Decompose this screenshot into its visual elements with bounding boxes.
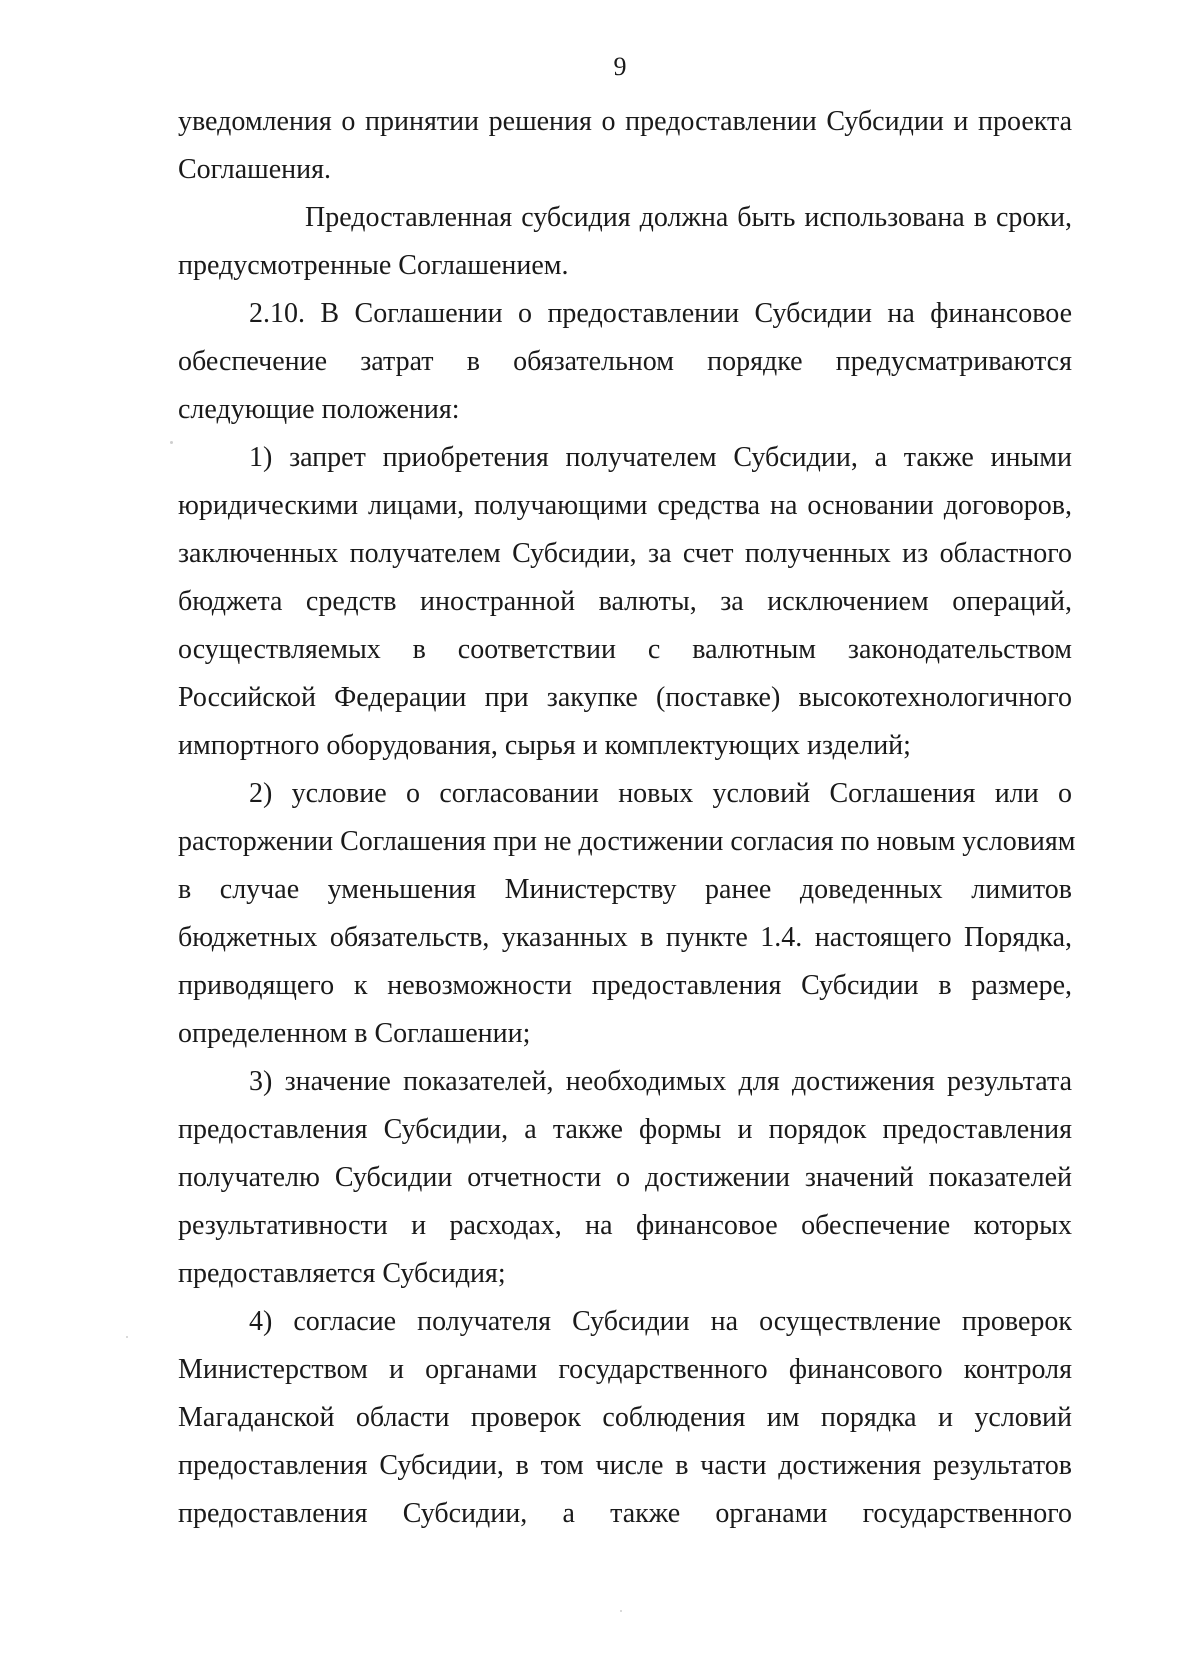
text-line: Российской Федерации при закупке (поставке) высокотехнологичного xyxy=(178,682,1072,713)
page-number: 9 xyxy=(613,52,627,81)
paragraph-subsidy-usage xyxy=(178,194,1072,290)
scan-speck xyxy=(170,441,173,444)
text-line: обеспечение затрат в обязательном порядке предусматриваются xyxy=(178,346,1072,377)
text-line: уведомления о принятии решения о предоставлении Субсидии и проекта xyxy=(178,106,1072,137)
text-line: приводящего к невозможности предоставления Субсидии в размере, xyxy=(178,970,1072,1001)
scan-speck xyxy=(620,1610,622,1612)
text-line: предоставляется Субсидия; xyxy=(178,1258,506,1289)
text-line: 4) согласие получателя Субсидии на осуществление проверок xyxy=(249,1306,1072,1337)
text-line: результативности и расходах, на финансовое обеспечение которых xyxy=(178,1210,1072,1241)
text-line: 2) условие о согласовании новых условий Соглашения или о xyxy=(249,778,1072,809)
text-line: 3) значение показателей, необходимых для достижения результата xyxy=(249,1066,1072,1097)
list-item-4 xyxy=(178,1298,1072,1538)
paragraph-continuation xyxy=(178,98,1072,194)
text-line: следующие положения: xyxy=(178,394,460,425)
document-body xyxy=(178,98,1076,1538)
text-line: юридическими лицами, получающими средства на основании договоров, xyxy=(178,490,1072,521)
list-item-1 xyxy=(178,434,1072,770)
list-item-3 xyxy=(178,1058,1072,1298)
text-line: Министерством и органами государственного финансового контроля xyxy=(178,1354,1072,1385)
text-line: Соглашения. xyxy=(178,154,331,185)
list-item-2 xyxy=(178,770,1076,1058)
scan-speck xyxy=(126,1336,128,1338)
text-line: предусмотренные Соглашением. xyxy=(178,250,569,281)
paragraph-2-10 xyxy=(178,290,1072,434)
text-line: 1) запрет приобретения получателем Субсидии, а также иными xyxy=(249,442,1072,473)
text-line: импортного оборудования, сырья и комплектующих изделий; xyxy=(178,730,911,761)
text-line: предоставления Субсидии, а также формы и порядок предоставления xyxy=(178,1114,1072,1145)
text-line: предоставления Субсидии, в том числе в части достижения результатов xyxy=(178,1450,1072,1481)
text-line: предоставления Субсидии, а также органами государственного xyxy=(178,1498,1072,1529)
text-line: получателю Субсидии отчетности о достижении значений показателей xyxy=(178,1162,1072,1193)
text-line: заключенных получателем Субсидии, за счет полученных из областного xyxy=(178,538,1072,569)
text-line: определенном в Соглашении; xyxy=(178,1018,531,1049)
text-line: Предоставленная субсидия должна быть использована в сроки, xyxy=(305,202,1072,233)
text-line: бюджетных обязательств, указанных в пункте 1.4. настоящего Порядка, xyxy=(178,922,1072,953)
text-line: осуществляемых в соответствии с валютным законодательством xyxy=(178,634,1072,665)
text-line: Магаданской области проверок соблюдения им порядка и условий xyxy=(178,1402,1072,1433)
text-line: расторжении Соглашения при не достижении согласия по новым условиям xyxy=(178,826,1076,857)
text-line: в случае уменьшения Министерству ранее доведенных лимитов xyxy=(178,874,1072,905)
text-line: бюджета средств иностранной валюты, за исключением операций, xyxy=(178,586,1072,617)
text-line: 2.10. В Соглашении о предоставлении Субсидии на финансовое xyxy=(249,298,1072,329)
